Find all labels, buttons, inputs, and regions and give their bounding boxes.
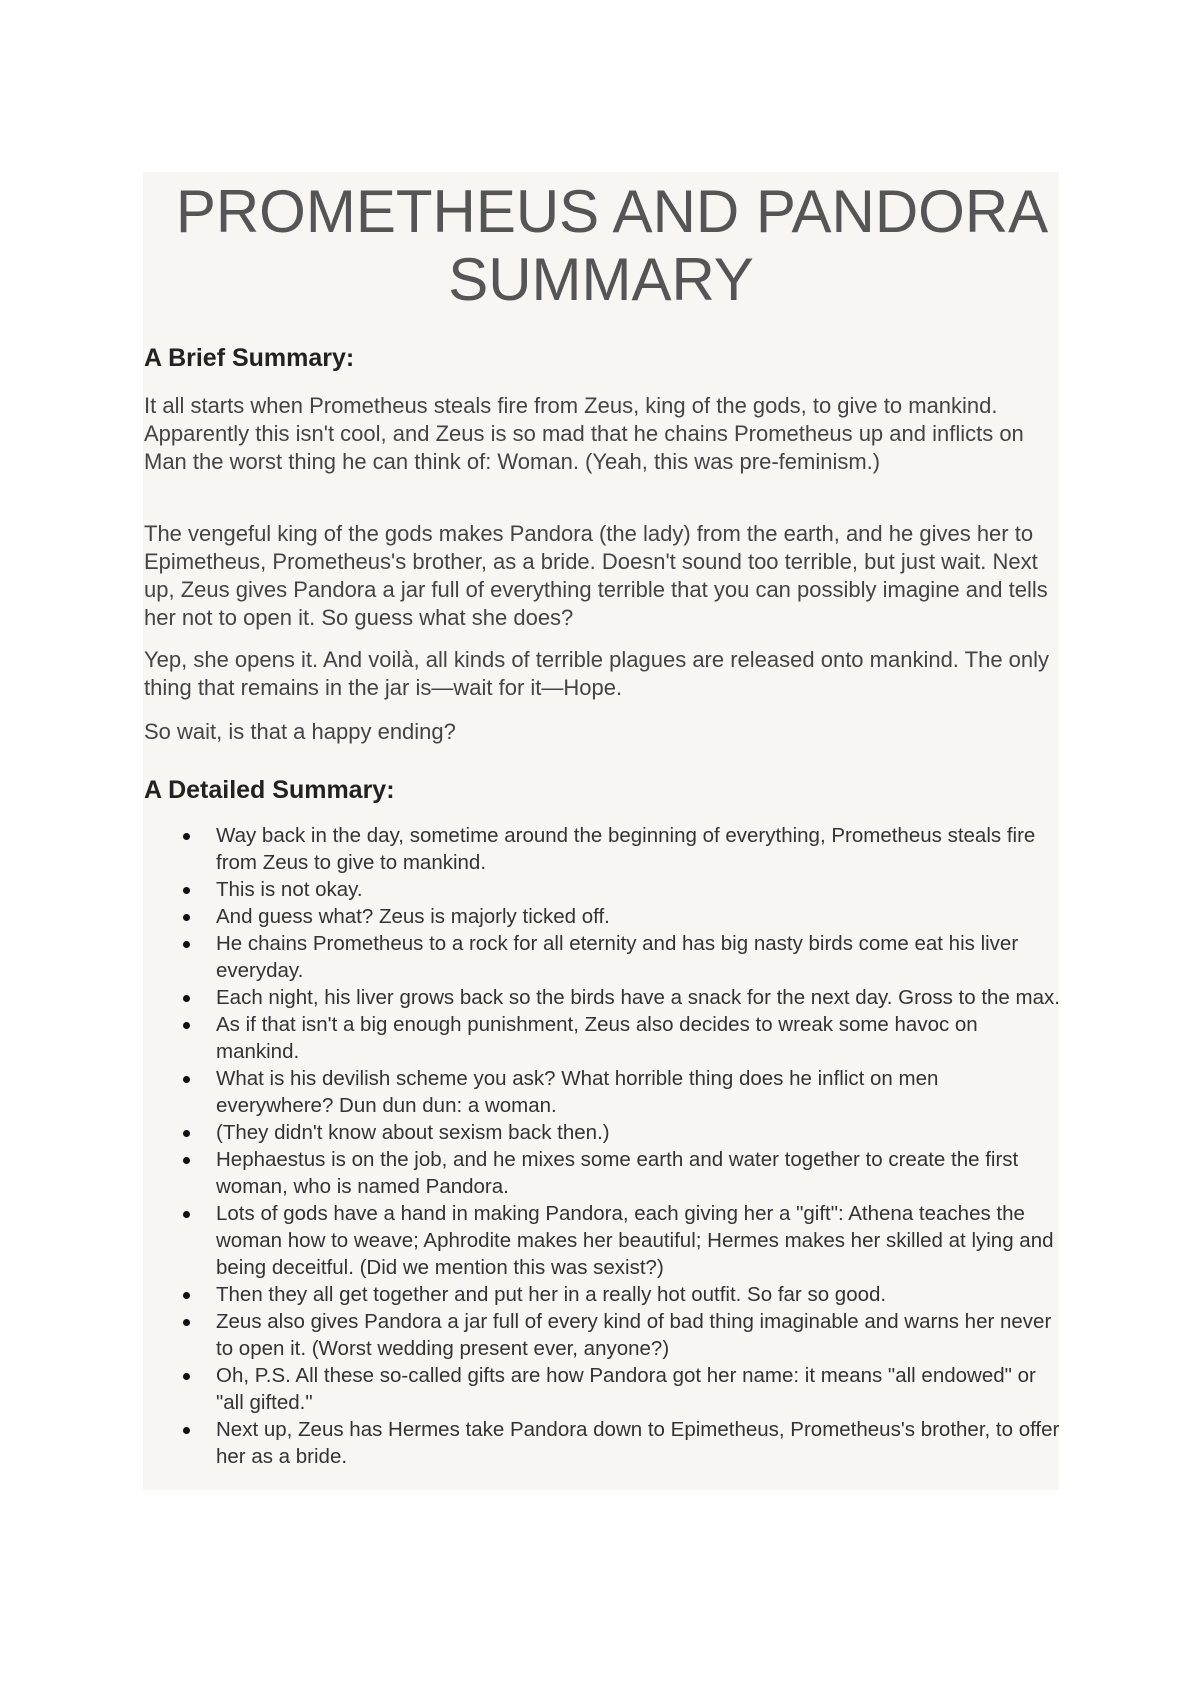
bullet-icon [183,1157,190,1164]
list-item-text: He chains Prometheus to a rock for all eternity and has big nasty birds come eat his liver everyday. [216,932,1019,982]
brief-paragraph: It all starts when Prometheus steals fire from Zeus, king of the gods, to give to mankind. Apparently this isn't cool, and Zeus is so mad that he chains Prometheus up and inflicts on Man the worst thing he can think of: Woman. (Yeah, this was pre-feminism.) [144,393,1024,474]
list-item-text: (They didn't know about sexism back then.) [216,1121,610,1144]
list-item [180,876,1060,903]
bullet-icon [183,1211,190,1218]
detailed-summary-list [180,822,1060,1470]
brief-paragraph: So wait, is that a happy ending? [144,719,456,744]
list-item-text: Way back in the day, sometime around the beginning of everything, Prometheus steals fire from Zeus to give to mankind. [216,824,1036,874]
list-item [180,1146,1060,1200]
list-item-text: As if that isn't a big enough punishment, Zeus also decides to wreak some havoc on mankind. [216,1013,978,1063]
list-item-text: And guess what? Zeus is majorly ticked off. [216,905,610,928]
list-item [180,1011,1060,1065]
list-item [180,903,1060,930]
document-title [143,178,1059,314]
bullet-icon [183,1022,190,1029]
bullet-icon [183,887,190,894]
list-item-text: Then they all get together and put her in a really hot outfit. So far so good. [216,1283,887,1306]
bullet-icon [183,833,190,840]
list-item [180,1200,1060,1281]
bullet-icon [183,1292,190,1299]
brief-summary-heading: A Brief Summary: [144,344,355,372]
list-item [180,1308,1060,1362]
bullet-icon [183,1130,190,1137]
list-item-text: Oh, P.S. All these so-called gifts are how Pandora got her name: it means "all endowed" or "all gifted." [216,1364,1036,1414]
title-line-2: SUMMARY [448,246,754,313]
list-item-text: Zeus also gives Pandora a jar full of every kind of bad thing imaginable and warns her never to open it. (Worst wedding present ever, anyone?) [216,1310,1052,1360]
list-item [180,1362,1060,1416]
list-item [180,822,1060,876]
list-item-text: Next up, Zeus has Hermes take Pandora down to Epimetheus, Prometheus's brother, to offer her as a bride. [216,1418,1060,1468]
list-item-text: This is not okay. [216,878,363,901]
brief-paragraph: The vengeful king of the gods makes Pandora (the lady) from the earth, and he gives her to Epimetheus, Prometheus's brother, as a bride. Doesn't sound too terrible, but just wait. Next up, Zeus gives Pandora a jar full of everything terrible that you can possibly imagine and tells her not to open it. So guess what she does? [144,521,1048,630]
bullet-icon [183,995,190,1002]
title-line-1: PROMETHEUS AND PANDORA [175,178,1049,245]
brief-paragraph: Yep, she opens it. And voilà, all kinds of terrible plagues are released onto mankind. The only thing that remains in the jar is—wait for it—Hope. [144,647,1050,700]
bullet-icon [183,914,190,921]
detailed-summary-heading: A Detailed Summary: [144,776,395,804]
list-item [180,1065,1060,1119]
list-item-text: Hephaestus is on the job, and he mixes some earth and water together to create the first woman, who is named Pandora. [216,1148,1019,1198]
bullet-icon [183,1319,190,1326]
bullet-icon [183,941,190,948]
list-item [180,1416,1060,1470]
list-item-text: What is his devilish scheme you ask? What horrible thing does he inflict on men everywhere? Dun dun dun: a woman. [216,1067,939,1117]
bullet-icon [183,1427,190,1434]
bullet-icon [183,1076,190,1083]
list-item [180,984,1060,1011]
list-item-text: Lots of gods have a hand in making Pandora, each giving her a "gift": Athena teaches the woman how to weave; Aphrodite makes her beautiful; Hermes makes her skilled at lying and being deceitful. (Did we mention this was sexist?) [216,1202,1054,1279]
list-item [180,930,1060,984]
list-item [180,1281,1060,1308]
bullet-icon [183,1373,190,1380]
list-item-text: Each night, his liver grows back so the birds have a snack for the next day. Gross to the max. [216,986,1060,1009]
list-item [180,1119,1060,1146]
